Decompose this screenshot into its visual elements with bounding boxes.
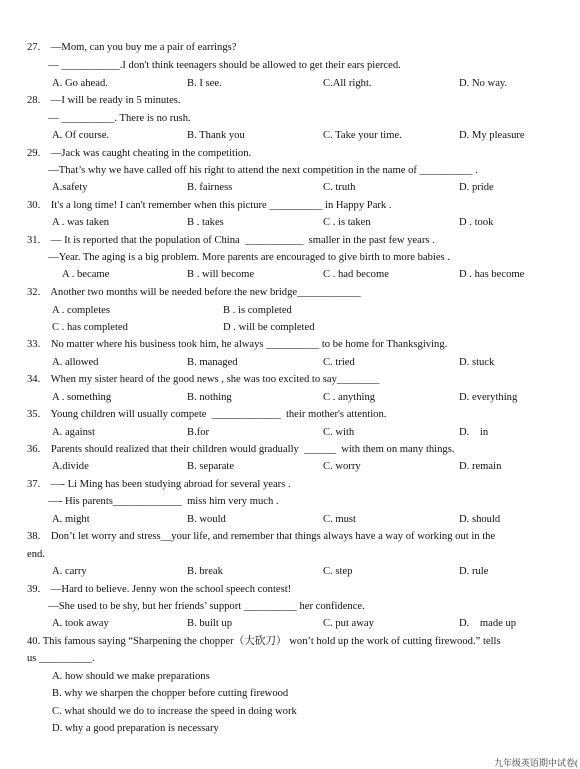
- q31-option-c[interactable]: C . had become: [323, 269, 389, 280]
- question-29-reply: —That’s why we have called off his right to attend the next competition in the name of __________ .: [27, 165, 478, 176]
- q36-option-b[interactable]: B. separate: [187, 461, 235, 472]
- question-30-stem: 30. It's a long time! I can't remember when this picture __________ in Happy Park .: [27, 200, 392, 211]
- q33-option-b[interactable]: B. managed: [187, 357, 238, 368]
- question-27-reply: — ___________.I don't think teenagers should be allowed to get their ears pierced.: [27, 60, 401, 71]
- q38-option-a[interactable]: A. carry: [52, 566, 87, 577]
- q33-option-c[interactable]: C. tried: [323, 357, 355, 368]
- q32-option-a[interactable]: A . completes: [52, 305, 110, 316]
- q33-option-d[interactable]: D. stuck: [459, 357, 495, 368]
- q35-option-b[interactable]: B.for: [187, 427, 210, 438]
- q32-option-c[interactable]: C . has completed: [52, 322, 128, 333]
- q39-option-c[interactable]: C. put away: [323, 618, 374, 629]
- q27-option-b[interactable]: B. I see.: [187, 78, 222, 89]
- question-34-stem: 34. When my sister heard of the good news , she was too excited to say________: [27, 374, 380, 385]
- q28-option-c[interactable]: C. Take your time.: [323, 130, 402, 141]
- question-37-stem: 37. —- Li Ming has been studying abroad for several years .: [27, 479, 291, 490]
- question-29-stem: 29. —Jack was caught cheating in the competition.: [27, 148, 252, 159]
- q27-option-d[interactable]: D. No way.: [459, 78, 508, 89]
- q31-option-a[interactable]: A . became: [62, 269, 110, 280]
- q40-option-d[interactable]: D. why a good preparation is necessary: [52, 723, 219, 734]
- q28-option-b[interactable]: B. Thank you: [187, 130, 245, 141]
- q32-option-d[interactable]: D . will be completed: [223, 322, 315, 333]
- question-37-reply: —- His parents_____________ miss him very much .: [27, 496, 279, 507]
- q32-option-b[interactable]: B . is completed: [223, 305, 292, 316]
- question-28-stem: 28. —I will be ready in 5 minutes.: [27, 95, 181, 106]
- q36-option-a[interactable]: A.divide: [52, 461, 89, 472]
- question-27-stem: 27. —Mom, can you buy me a pair of earrings?: [27, 42, 237, 53]
- q29-option-d[interactable]: D. pride: [459, 182, 494, 193]
- question-32-stem: 32. Another two months will be needed before the new bridge____________: [27, 287, 361, 298]
- question-38-stem-cont: end.: [27, 549, 45, 560]
- q36-option-d[interactable]: D. remain: [459, 461, 502, 472]
- question-40-stem: 40. This famous saying “Sharpening the chopper（大砍刀） won’t hold up the work of cutting firewood.” tells: [27, 636, 501, 647]
- q34-option-d[interactable]: D. everything: [459, 392, 518, 403]
- question-39-reply: —She used to be shy, but her friends’ support __________ her confidence.: [27, 601, 365, 612]
- question-40-stem-cont: us __________.: [27, 653, 95, 664]
- q39-option-d[interactable]: D. made up: [459, 618, 517, 629]
- q39-option-a[interactable]: A. took away: [52, 618, 109, 629]
- q30-option-d[interactable]: D . took: [459, 217, 494, 228]
- q28-option-d[interactable]: D. My pleasure: [459, 130, 525, 141]
- q34-option-c[interactable]: C . anything: [323, 392, 376, 403]
- q35-option-c[interactable]: C. with: [323, 427, 355, 438]
- q31-option-d[interactable]: D . has become: [459, 269, 525, 280]
- q29-option-a[interactable]: A.safety: [52, 182, 88, 193]
- question-38-stem: 38. Don’t let worry and stress__your life, and remember that things always have a way of working out in the: [27, 531, 496, 542]
- q35-option-a[interactable]: A. against: [52, 427, 95, 438]
- q34-option-a[interactable]: A . something: [52, 392, 112, 403]
- q40-option-c[interactable]: C. what should we do to increase the speed in doing work: [52, 706, 297, 717]
- q28-option-a[interactable]: A. Of course.: [52, 130, 110, 141]
- q37-option-b[interactable]: B. would: [187, 514, 226, 525]
- q37-option-c[interactable]: C. must: [323, 514, 356, 525]
- q30-option-b[interactable]: B . takes: [187, 217, 224, 228]
- question-33-stem: 33. No matter where his business took him, he always __________ to be home for Thanksgiving.: [27, 339, 448, 350]
- q27-option-c[interactable]: C.All right.: [323, 78, 372, 89]
- q39-option-b[interactable]: B. built up: [187, 618, 233, 629]
- q29-option-b[interactable]: B. fairness: [187, 182, 233, 193]
- q36-option-c[interactable]: C. worry: [323, 461, 361, 472]
- question-28-reply: — __________. There is no rush.: [27, 113, 191, 124]
- q35-option-d[interactable]: D. in: [459, 427, 489, 438]
- question-31-stem: 31. — It is reported that the population of China ___________ smaller in the past few years .: [27, 235, 435, 246]
- question-39-stem: 39. —Hard to believe. Jenny won the school speech contest!: [27, 584, 292, 595]
- question-31-reply: —Year. The aging is a big problem. More parents are encouraged to give birth to more babies .: [27, 252, 450, 263]
- q38-option-b[interactable]: B. break: [187, 566, 223, 577]
- q37-option-d[interactable]: D. should: [459, 514, 501, 525]
- q29-option-c[interactable]: C. truth: [323, 182, 356, 193]
- page-footer: 九年级英语期中试卷(: [494, 758, 578, 768]
- q40-option-b[interactable]: B. why we sharpen the chopper before cutting firewood: [52, 688, 289, 699]
- q33-option-a[interactable]: A. allowed: [52, 357, 99, 368]
- question-36-stem: 36. Parents should realized that their children would gradually ______ with them on many things.: [27, 444, 455, 455]
- q30-option-a[interactable]: A . was taken: [52, 217, 110, 228]
- q34-option-b[interactable]: B. nothing: [187, 392, 232, 403]
- question-35-stem: 35. Young children will usually compete _____________ their mother's attention.: [27, 409, 387, 420]
- q38-option-d[interactable]: D. rule: [459, 566, 489, 577]
- q40-option-a[interactable]: A. how should we make preparations: [52, 671, 210, 682]
- q38-option-c[interactable]: C. step: [323, 566, 353, 577]
- q31-option-b[interactable]: B . will become: [187, 269, 255, 280]
- q37-option-a[interactable]: A. might: [52, 514, 90, 525]
- q27-option-a[interactable]: A. Go ahead.: [52, 78, 108, 89]
- q30-option-c[interactable]: C . is taken: [323, 217, 371, 228]
